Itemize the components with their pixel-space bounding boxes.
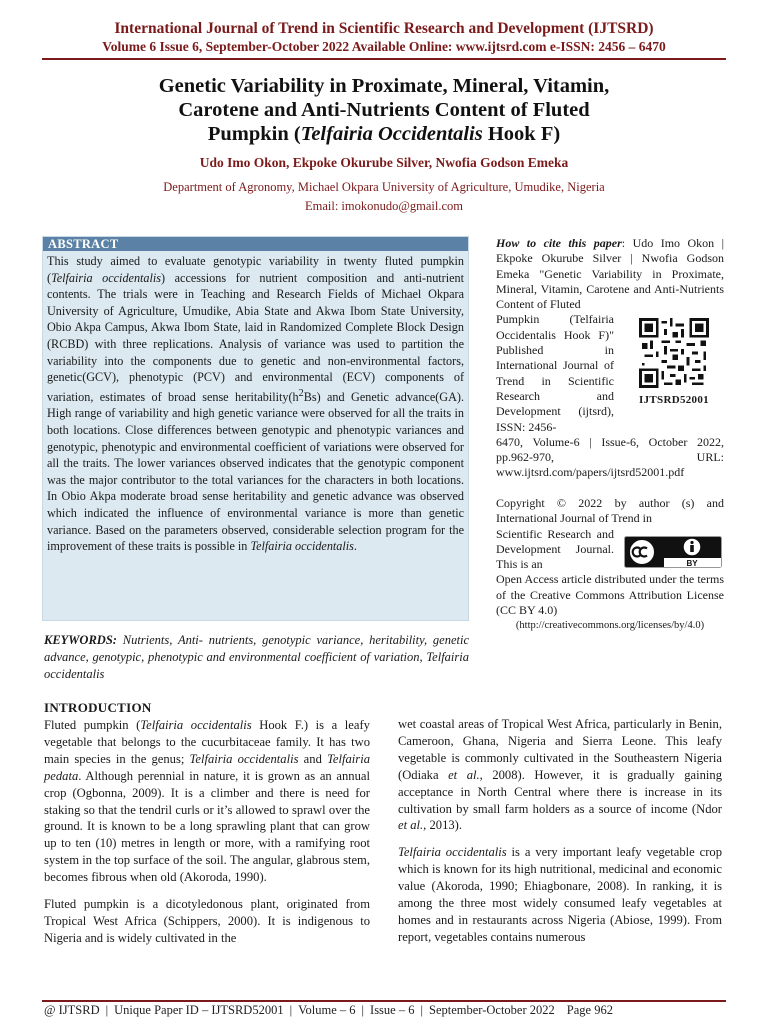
section-heading: INTRODUCTION xyxy=(44,700,152,715)
footer-issue: Issue – 6 xyxy=(370,1003,415,1017)
footer-divider xyxy=(42,1000,726,1002)
title-line: Genetic Variability in Proximate, Mineral, Vitamin, xyxy=(158,75,610,97)
abstract-text: This study aimed to evaluate genotypic variability in twenty fluted pumpkin (Telfairia occidentalis) accessions for nutrient composition and anti-nutrient contents. The trials were in Teaching and Research Fields of Michael Okpara University of Agriculture, Umudike, Abia State and Akwa Ibom State University, Obio Akpa Campus, Akwa Ibom State, laid in Randomized Complete Block Design (RCBD) with three replications. Analysis of variance was used to partition the variability into the components due to genetic and non-environmental factors, genetic(GCV), phenotypic (PCV) and environmental (ECV) components of variation, estimates of broad sense $heritability(h^2Bs)$ and Genetic advance(GA). High range of variability and high genetic variance were observed for all the traits in both locations. Close differences between genotypic and phenotypic variances and genotypic, phenotypic and environmental coefficient of variations were observed for all the traits. The lower variances observed indicates that the genotypic component was the major contributor to the total variances for the characters in both locations. In Obio Akpa moderate broad sense heritability and genetic advance was observed which indicated the influence of environmental variance is more than genetic variance. Based on the parameters observed, considerable selection program for the improvement of these traits is possible in Telfairia occidentalis. xyxy=(47,254,465,554)
citation-label: How to cite this paper xyxy=(496,236,622,250)
qr-code-icon[interactable] xyxy=(639,318,709,388)
journal-issue-line: Volume 6 Issue 6, September-October 2022 Available Online: www.ijtsrd.com e-ISSN: 2456 – 6470 xyxy=(102,39,666,54)
abstract-heading: ABSTRACT xyxy=(43,237,468,251)
keywords: KEYWORDS: Nutrients, Anti- nutrients, genotypic variance, heritability, genetic advance, genotypic, phenotypic and environmental coefficient of variation, Telfairia occidentalis xyxy=(44,633,469,681)
title-line: Carotene and Anti-Nutrients Content of Fluted xyxy=(178,99,590,121)
citation-text: Pumpkin (Telfairia Occidentalis Hook F)" Published in International Journal of Trend in Scientific Research and Development (ijtsrd), ISSN: 2456- xyxy=(496,312,614,434)
license-url[interactable]: (http://creativecommons.org/licenses/by/4.0) xyxy=(515,620,705,632)
qr-paper-id: IJTSRD52001 xyxy=(639,394,709,406)
contact-email[interactable]: Email: imokonudo@gmail.com xyxy=(304,199,464,213)
affiliation: Department of Agronomy, Michael Okpara University of Agriculture, Umudike, Nigeria xyxy=(163,180,605,194)
citation-block: How to cite this paper: Udo Imo Okon | Ekpoke Okurube Silver | Nwofia Godson Emeka "Genetic Variability in Proximate, Mineral, Vitamin, Carotene and Anti-Nutrients Content of Fluted Pumpkin (Telfairia Occidentalis Hook F)" Published in International Journal of Trend in Scientific Research and Development (ijtsrd), ISSN: 2456- 6470, Volume-6 | Issue-6, October 2022, pp.962-970, URL: www.ijtsrd.com/papers/ijtsrd52001.pdf xyxy=(496,236,724,480)
header-divider xyxy=(42,58,726,60)
footer-paper-id: Unique Paper ID – IJTSRD52001 xyxy=(114,1003,284,1017)
footer-date: September-October 2022 xyxy=(429,1003,555,1017)
title-line: Pumpkin (Telfairia Occidentalis Hook F) xyxy=(207,123,561,145)
footer-org: @ IJTSRD xyxy=(44,1003,100,1017)
cc-by-license-icon[interactable] xyxy=(624,536,722,568)
paragraph: Telfairia occidentalis is a very important leafy vegetable crop which is known for its high nutritional, medicinal and economic value (Akoroda, 1990; Ehiagbonare, 2008). In ranking, it is among the three most widely consumed leafy vegetables at homes and in restaurants across Nigeria (Abiose, 1999). From report, vegetables contains numerous xyxy=(398,845,722,944)
journal-title: International Journal of Trend in Scientific Research and Development (IJTSRD) xyxy=(114,20,654,37)
cc-by-text: BY xyxy=(686,559,698,568)
citation-url[interactable]: 6470, Volume-6 | Issue-6, October 2022, pp.962-970, URL: www.ijtsrd.com/papers/ijtsrd52001.pdf xyxy=(496,434,724,480)
paper-title xyxy=(60,74,708,146)
copyright-text: Copyright © 2022 by author (s) and International Journal of Trend in xyxy=(496,496,724,526)
paragraph: Fluted pumpkin (Telfairia occidentalis Hook F.) is a leafy vegetable that belongs to the cucurbitaceae family. It has two main species in the genus; Telfairia occidentalis and Telfairia pedata. Although perennial in nature, it is grown as an annual crop (Ogbonna, 2009). It is a climber and there is need for staking so that the tendril curls or it’s allowed to sprawl over the ground. It is known to be a long sprawling plant that can grow up to ten (10) metres in length or more, with a ramifying root system in the top surface of the soil. The angular, glabrous stem, becomes fibrous when old (Akoroda, 1990). xyxy=(44,718,370,885)
keywords-label: KEYWORDS: xyxy=(44,633,117,647)
paragraph: Fluted pumpkin is a dicotyledonous plant, originated from Tropical West Africa (Schippers, 2000). It is indigenous to Nigeria and is widely cultivated in the xyxy=(44,897,370,945)
footer-volume: Volume – 6 xyxy=(298,1003,356,1017)
intro-left-column xyxy=(44,700,370,957)
page-footer: @ IJTSRD | Unique Paper ID – IJTSRD52001 | Volume – 6 | Issue – 6 | September-October 2022 Page 962 xyxy=(44,1003,613,1017)
author-list: Udo Imo Okon, Ekpoke Okurube Silver, Nwofia Godson Emeka xyxy=(199,155,569,170)
license-text: Open Access article distributed under the terms of the Creative Commons Attribution License (CC BY 4.0) xyxy=(496,572,724,618)
copyright-text: Scientific Research and Development Journal. This is an xyxy=(496,526,614,572)
footer-page: Page 962 xyxy=(566,1003,613,1017)
paragraph: wet coastal areas of Tropical West Africa, particularly in Benin, Cameroon, Ghana, Nigeria and Sierra Leone. This leafy vegetable is commonly cultivated in the Southeastern Nigeria (Odiaka et al., 2008). However, it is gradually gaining acceptance in North Central where there is increase in its cultivation by small farm holders as a source of income (Ndor et al., 2013). xyxy=(398,717,722,833)
qr-code-box xyxy=(626,318,722,420)
abstract-box xyxy=(42,236,469,621)
intro-right-column xyxy=(398,716,722,956)
